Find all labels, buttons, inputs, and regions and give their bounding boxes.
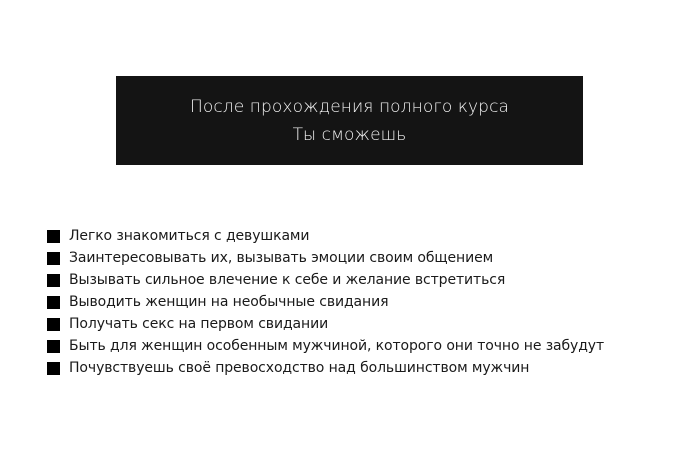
square-bullet-icon (47, 296, 60, 309)
square-bullet-icon (47, 362, 60, 375)
benefit-text: Выводить женщин на необычные свидания (69, 294, 389, 310)
benefits-list (47, 225, 604, 379)
square-bullet-icon (47, 274, 60, 287)
benefit-text: Быть для женщин особенным мужчиной, которого они точно не забудут (69, 338, 605, 354)
square-bullet-icon (47, 340, 60, 353)
benefit-text: Почувствуешь своё превосходство над большинством мужчин (69, 360, 530, 376)
benefit-text: Получать секс на первом свидании (69, 316, 329, 332)
square-bullet-icon (47, 252, 60, 265)
banner-title-line-2: Ты сможешь (292, 124, 407, 145)
benefit-text: Легко знакомиться с девушками (69, 228, 310, 244)
heading-banner (116, 76, 583, 165)
benefit-item (47, 247, 604, 269)
benefit-item (47, 335, 604, 357)
square-bullet-icon (47, 230, 60, 243)
benefit-text: Заинтересовывать их, вызывать эмоции своим общением (69, 250, 494, 266)
square-bullet-icon (47, 318, 60, 331)
benefit-item (47, 225, 604, 247)
benefit-item (47, 357, 604, 379)
benefit-item (47, 313, 604, 335)
benefit-item (47, 269, 604, 291)
banner-title-line-1: После прохождения полного курса (189, 96, 510, 117)
benefit-text: Вызывать сильное влечение к себе и желание встретиться (69, 272, 506, 288)
benefit-item (47, 291, 604, 313)
